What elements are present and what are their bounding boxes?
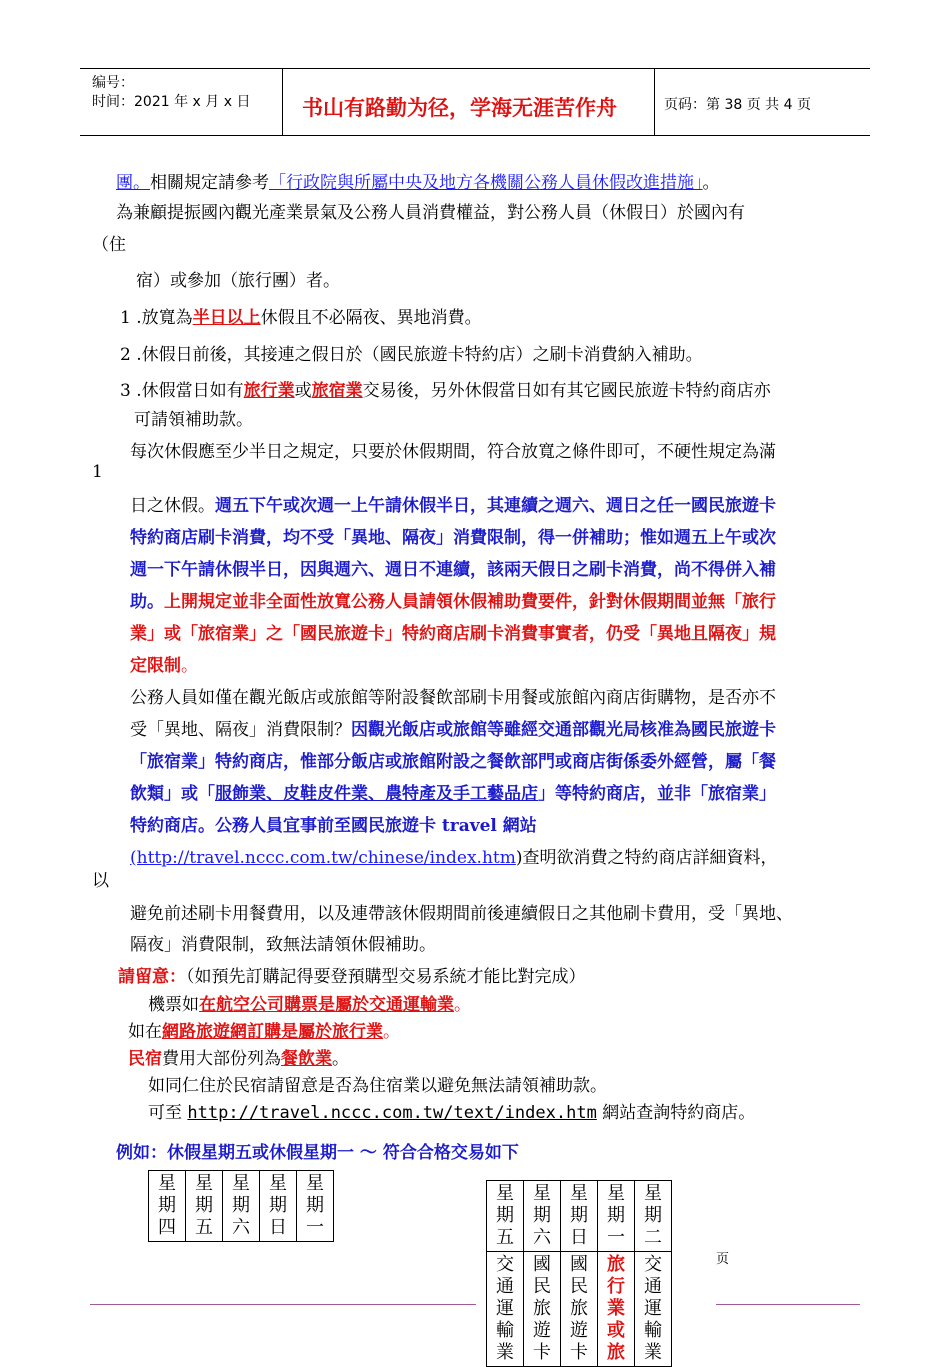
- footer-rule-left: [90, 1304, 476, 1305]
- footer-page: 页: [716, 1252, 730, 1267]
- week-cell: 星 期 日: [561, 1181, 598, 1252]
- week-cell: 星 期 五: [186, 1171, 223, 1242]
- week-table-2: [486, 1180, 672, 1367]
- group-link[interactable]: 團。: [116, 173, 150, 193]
- rule-item-1: 1 .放寬為半日以上休假且不必隔夜、異地消費。: [120, 308, 482, 328]
- week-cell: 星 期 四: [149, 1171, 186, 1242]
- week-cell: 交 通 運 輸 業: [487, 1252, 524, 1367]
- merchant-category-link[interactable]: 服飾業、皮鞋皮件業、農特產及手工藝品店: [215, 784, 538, 804]
- half-day-line-2: 日之休假。週五下午或次週一上午請休假半日，其連續之週六、週日之任一國民旅遊卡: [130, 496, 776, 516]
- week-cell: 國 民 旅 遊 卡: [524, 1252, 561, 1367]
- week-table-1: [148, 1170, 334, 1242]
- week-cell: 國 民 旅 遊 卡: [561, 1252, 598, 1367]
- header-motto: 书山有路勤为径，学海无涯苦作舟: [302, 96, 617, 120]
- intro-line-2: （住: [92, 235, 126, 255]
- notice-line-1: 機票如在航空公司購票是屬於交通運輸業。: [148, 995, 471, 1015]
- notice-line-5: 可至 http://travel.nccc.com.tw/text/index.htm 網站查詢特約商店。: [148, 1103, 756, 1123]
- rule-item-3: 3 .休假當日如有旅行業或旅宿業交易後，另外休假當日如有其它國民旅遊卡特約商店亦: [120, 381, 771, 401]
- intro-line-1: 為兼顧提振國內觀光產業景氣及公務人員消費權益，對公務人員（休假日）於國內有: [116, 203, 745, 223]
- example-heading: 例如：休假星期五或休假星期一 ～ 符合合格交易如下: [116, 1143, 519, 1163]
- week-cell: 交 通 運 輸 業: [635, 1252, 672, 1367]
- travel-site-link[interactable]: (http://travel.nccc.com.tw/chinese/index.htm: [130, 848, 516, 868]
- week-cell: 星 期 二: [635, 1181, 672, 1252]
- hotel-line-6: (http://travel.nccc.com.tw/chinese/index.htm)查明欲消費之特約商店詳細資料，: [130, 848, 778, 868]
- week-cell: 星 期 六: [223, 1171, 260, 1242]
- half-day-line-5: 助。上開規定並非全面性放寬公務人員請領休假補助費要件，針對休假期間並無「旅行: [130, 592, 776, 612]
- hotel-line-1: 公務人員如僅在觀光飯店或旅館等附設餐飲部刷卡用餐或旅館內商店街購物，是否亦不: [130, 688, 776, 708]
- week-cell: 星 期 六: [524, 1181, 561, 1252]
- rule-item-3-cont: 可請領補助款。: [134, 410, 253, 430]
- half-day-line-1: 每次休假應至少半日之規定，只要於休假期間，符合放寬之條件即可，不硬性規定為滿: [130, 442, 776, 462]
- notice-line-2: 如在網路旅遊網訂購是屬於旅行業。: [128, 1022, 400, 1042]
- hotel-line-8: 隔夜」消費限制，致無法請領休假補助。: [130, 935, 436, 955]
- reference-line: 團。相關規定請參考「行政院與所屬中央及地方各機關公務人員休假改進措施」。: [116, 173, 720, 193]
- half-day-line-7: 定限制。: [130, 656, 198, 676]
- week-cell: 星 期 五: [487, 1181, 524, 1252]
- half-day-line-3: 特約商店刷卡消費，均不受「異地、隔夜」消費限制，得一併補助；惟如週五上午或次: [130, 528, 776, 548]
- half-day-num: 1: [92, 462, 103, 482]
- hotel-line-2: 受「異地、隔夜」消費限制？因觀光飯店或旅館等雖經交通部觀光局核准為國民旅遊卡: [130, 720, 776, 740]
- notice-line-3: 民宿費用大部份列為餐飲業。: [128, 1049, 349, 1069]
- half-day-line-4: 週一下午請休假半日，因與週六、週日不連續，該兩天假日之刷卡消費，尚不得併入補: [130, 560, 776, 580]
- week-cell: 星 期 日: [260, 1171, 297, 1242]
- hotel-line-7: 避免前述刷卡用餐費用，以及連帶該休假期間前後連續假日之其他刷卡費用，受「異地、: [130, 904, 793, 924]
- week-cell: 星 期 一: [598, 1181, 635, 1252]
- half-day-line-6: 業」或「旅宿業」之「國民旅遊卡」特約商店刷卡消費事實者，仍受「異地且隔夜」規: [130, 624, 776, 644]
- footer-rule-right: [716, 1304, 860, 1305]
- week-cell: 星 期 一: [297, 1171, 334, 1242]
- text-site-link[interactable]: http://travel.nccc.com.tw/text/index.htm: [187, 1103, 597, 1123]
- header-date: 时间：2021 年 x 月 x 日: [92, 94, 251, 110]
- hotel-line-3: 「旅宿業」特約商店，惟部分飯店或旅館附設之餐飲部門或商店街係委外經營，屬「餐: [130, 752, 776, 772]
- header-number: 编号：: [92, 75, 134, 91]
- regulation-link[interactable]: 「行政院與所屬中央及地方各機關公務人員休假改進措施」: [269, 173, 703, 193]
- hotel-line-6-wrap: 以: [92, 871, 109, 891]
- notice-heading: 請留意：（如預先訂購記得要登預購型交易系統才能比對完成）: [118, 967, 586, 987]
- header-page-number: 页码：第 38 页 共 4 页: [664, 97, 811, 113]
- hotel-line-5: 特約商店。公務人員宜事前至國民旅遊卡 travel 網站: [130, 816, 537, 836]
- notice-line-4: 如同仁住於民宿請留意是否為住宿業以避免無法請領補助款。: [148, 1076, 607, 1096]
- week-cell: 旅 行 業 或 旅: [598, 1252, 635, 1367]
- rule-item-2: 2 .休假日前後，其接連之假日於（國民旅遊卡特約店）之刷卡消費納入補助。: [120, 345, 703, 365]
- intro-line-3: 宿）或參加（旅行團）者。: [136, 271, 340, 291]
- hotel-line-4: 飲類」或「服飾業、皮鞋皮件業、農特產及手工藝品店」等特約商店，並非「旅宿業」: [130, 784, 776, 804]
